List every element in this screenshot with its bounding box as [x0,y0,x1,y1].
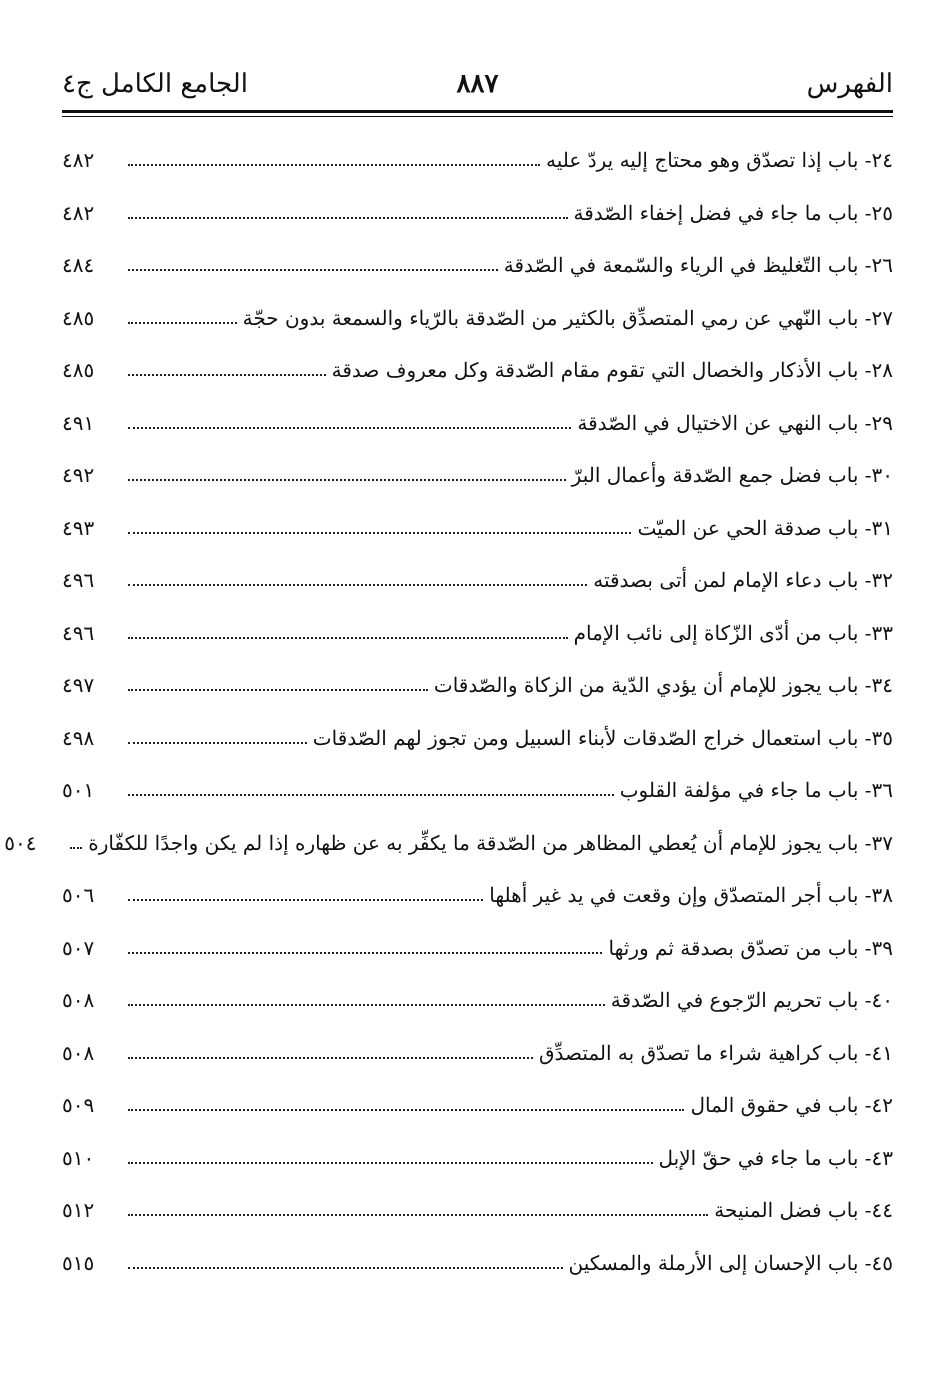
toc-entry-page: ٥٠٦ [62,883,95,908]
dot-leader [128,637,568,639]
toc-entry [62,659,893,712]
book-title: الجامع الكامل ج٤ [62,69,248,99]
toc-entry-title: ٤٠- باب تحريم الرّجوع في الصّدقة [610,988,893,1013]
toc-entry-title: ٤٢- باب في حقوق المال [690,1093,893,1118]
toc-entry [62,554,893,607]
toc-entry [62,1132,893,1185]
toc-entry-page: ٥٠٤ [4,830,37,855]
toc-entry [62,292,893,345]
toc-entry-title: ٢٦- باب التّغليظ في الرياء والسّمعة في الصّدقة [503,253,893,278]
toc-entry-title: ٣٨- باب أجر المتصدّق وإن وقعت في يد غير أهلها [489,883,893,908]
table-of-contents [4,134,893,1289]
toc-entry [62,712,893,765]
toc-entry [62,974,893,1027]
toc-entry-page: ٥٠٧ [62,935,95,960]
dot-leader [128,899,483,901]
toc-entry-title: ٤٥- باب الإحسان إلى الأرملة والمسكين [568,1250,893,1275]
toc-entry [62,764,893,817]
section-title: الفهرس [806,69,893,99]
toc-entry [62,1237,893,1290]
toc-entry [62,239,893,292]
toc-entry-page: ٤٨٥ [62,305,95,330]
dot-leader [128,479,566,481]
toc-entry-page: ٥١٥ [62,1250,95,1275]
toc-entry [62,397,893,450]
page-number: ٨٨٧ [456,69,499,99]
dot-leader [128,427,571,429]
toc-entry [62,869,893,922]
dot-leader [70,847,82,849]
toc-entry-title: ٣٣- باب من أدّى الزّكاة إلى نائب الإمام [573,620,893,645]
dot-leader [128,269,498,271]
toc-entry-page: ٤٨٤ [62,253,95,278]
toc-entry-page: ٤٨٢ [62,148,95,173]
dot-leader [128,1214,708,1216]
toc-entry-title: ٣٧- باب يجوز للإمام أن يُعطي المظاهر من الصّدقة ما يكفِّر به عن ظهاره إذا لم يكن واجدًا للكفّارة [88,830,893,855]
toc-entry-page: ٥١٠ [62,1145,95,1170]
page-header [62,64,893,104]
toc-entry-title: ٣٤- باب يجوز للإمام أن يؤدي الدّية من الزكاة والصّدقات [433,673,893,698]
toc-entry-title: ٣٦- باب ما جاء في مؤلفة القلوب [619,778,893,803]
toc-entry-title: ٤١- باب كراهية شراء ما تصدّق به المتصدِّق [538,1040,893,1065]
toc-entry-title: ٣١- باب صدقة الحي عن الميّت [637,515,893,540]
toc-entry-page: ٤٩٣ [62,515,95,540]
toc-entry-title: ٢٩- باب النهي عن الاختيال في الصّدقة [577,410,893,435]
toc-entry [62,449,893,502]
dot-leader [128,532,631,534]
dot-leader [128,374,326,376]
toc-entry [62,1079,893,1132]
toc-entry-page: ٥٠١ [62,778,95,803]
dot-leader [128,1057,533,1059]
toc-entry-title: ٢٥- باب ما جاء في فضل إخفاء الصّدقة [573,200,893,225]
dot-leader [128,1004,605,1006]
toc-entry [62,187,893,240]
dot-leader [128,1267,563,1269]
toc-entry-page: ٥٠٨ [62,988,95,1013]
dot-leader [128,217,568,219]
toc-entry [62,502,893,555]
toc-entry-title: ٣٢- باب دعاء الإمام لمن أتى بصدقته [593,568,893,593]
toc-entry-title: ٢٧- باب النّهي عن رمي المتصدِّق بالكثير من الصّدقة بالرّياء والسمعة بدون حجّة [242,305,893,330]
toc-entry [4,817,893,870]
toc-entry-title: ٣٠- باب فضل جمع الصّدقة وأعمال البرّ [571,463,893,488]
dot-leader [128,794,614,796]
toc-entry [62,607,893,660]
toc-entry [62,1027,893,1080]
dot-leader [128,322,237,324]
header-rule-thick [62,110,893,113]
toc-entry-page: ٤٨٢ [62,200,95,225]
toc-entry-title: ٢٨- باب الأذكار والخصال التي تقوم مقام الصّدقة وكل معروف صدقة [331,358,893,383]
toc-entry-page: ٥٠٩ [62,1093,95,1118]
toc-entry-page: ٤٩٨ [62,725,95,750]
dot-leader [128,952,602,954]
header-rule-thin [62,116,893,117]
toc-entry-page: ٤٩١ [62,410,95,435]
toc-entry-page: ٤٩٧ [62,673,95,698]
toc-entry-page: ٥٠٨ [62,1040,95,1065]
dot-leader [128,689,428,691]
dot-leader [128,1109,684,1111]
toc-entry-title: ٣٩- باب من تصدّق بصدقة ثم ورثها [608,935,893,960]
toc-entry-title: ٢٤- باب إذا تصدّق وهو محتاج إليه يردّ عليه [546,148,893,173]
toc-entry-page: ٤٩٦ [62,568,95,593]
toc-entry-page: ٤٩٢ [62,463,95,488]
toc-entry [62,922,893,975]
dot-leader [128,1162,653,1164]
dot-leader [128,164,540,166]
toc-entry-page: ٤٩٦ [62,620,95,645]
toc-entry-title: ٤٣- باب ما جاء في حقّ الإبل [658,1145,893,1170]
toc-entry-title: ٤٤- باب فضل المنيحة [714,1198,893,1223]
toc-entry-page: ٥١٢ [62,1198,95,1223]
toc-entry-page: ٤٨٥ [62,358,95,383]
toc-entry [62,134,893,187]
toc-entry [62,344,893,397]
dot-leader [128,584,587,586]
toc-entry-title: ٣٥- باب استعمال خراج الصّدقات لأبناء السبيل ومن تجوز لهم الصّدقات [312,725,893,750]
toc-entry [62,1184,893,1237]
dot-leader [128,742,307,744]
